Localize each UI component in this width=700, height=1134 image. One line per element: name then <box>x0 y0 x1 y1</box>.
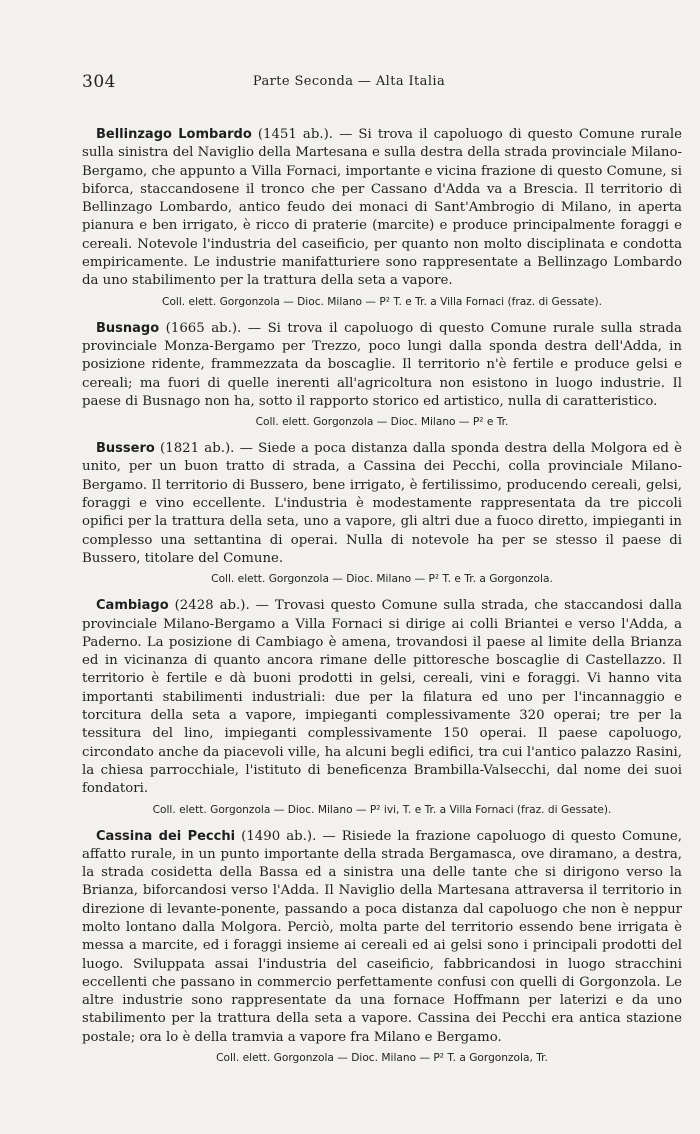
entry-busnago <box>82 320 682 429</box>
entry-name: Busnago <box>96 320 160 336</box>
entry-text: — Trovasi questo Comune sulla strada, che staccandosi dalla provinciale Milano-Bergamo a Villa Fornaci si dirige ai colli Briantei e verso l'Adda, a Paderno. La posizione di Cambiago è amena, trovandosi il paese al limite della Brianza ed in vicinanza di quanto ancora rimane delle pittoresche boscaglie di Castellazzo. Il territorio è fertile e dà buoni prodotti in gelsi, cereali, vini e foraggi. Vi hanno vita importanti stabilimenti industriali: due per la filatura ed uno per l'incannaggio e torcitura della seta a vapore, impieganti complessivamente 320 operai; tre per la tessitura del lino, impieganti complessivamente 150 operai. Il paese capoluogo, circondato anche da piacevoli ville, ha alcuni begli edifici, tra cui l'antico palazzo Rasini, la chiesa parrocchiale, l'istituto di beneficenza Brambilla-Valsecchi, dal nome dei suoi fondatori. <box>82 598 683 797</box>
entry-name: Cambiago <box>96 598 169 614</box>
entry-note: Coll. elett. Gorgonzola — Dioc. Milano — P² T. a Gorgonzola, Tr. <box>216 1052 548 1065</box>
entry-population: (1665 ab.). <box>165 320 242 336</box>
entry-paragraph <box>82 828 682 1048</box>
page-body <box>82 126 682 1076</box>
entry-bussero <box>82 440 682 586</box>
entry-note: Coll. elett. Gorgonzola — Dioc. Milano — P² T. e Tr. a Villa Fornaci (fraz. di Gessate). <box>162 295 602 308</box>
entry-name: Cassina dei Pecchi <box>96 828 236 844</box>
entry-population: (1490 ab.). <box>241 828 317 844</box>
entry-note: Coll. elett. Gorgonzola — Dioc. Milano — P² e Tr. <box>255 416 509 429</box>
entry-paragraph <box>82 320 682 411</box>
entry-text: — Risiede la frazione capoluogo di questo Comune, affatto rurale, in un punto importante della strada Bergamasca, ove diramano, a destra, la strada cosidetta della Bassa ed a sinistra una delle tante che si dirigono verso la Brianza, biforcandosi verso l'Adda. Il Naviglio della Martesana attraversa il territorio in direzione di levante-ponente, passando a poca distanza dal capoluogo che non è neppur molto lontano dalla Molgora. Perciò, molta parte del territorio essendo bene irrigata è messa a marcite, ed i foraggi insieme ai cereali ed ai gelsi sono i principali prodotti del luogo. Sviluppata assai l'industria del caseificio, fabbricandosi in luogo stracchini eccellenti che passano in commercio perfettamente confusi con quelli di Gorgonzola. Le altre industrie sono rappresentate da una fornace Hoffmann per laterizi e da uno stabilimento per la trattura della seta a vapore. Cassina dei Pecchi era antica stazione postale; ora lo è della tramvia a vapore fra Milano e Bergamo. <box>82 828 682 1045</box>
entry-paragraph <box>82 597 682 798</box>
running-title: Parte Seconda — Alta Italia <box>252 74 446 89</box>
entry-cambiago <box>82 597 682 816</box>
entry-paragraph <box>82 440 682 568</box>
entry-note: Coll. elett. Gorgonzola — Dioc. Milano — P² ivi, T. e Tr. a Villa Fornaci (fraz. di Gessate). <box>152 803 612 816</box>
entry-text: — Siede a poca distanza dalla sponda destra della Molgora ed è unito, per un buon tratto di strada, a Cassina dei Pecchi, colla provinciale Milano-Bergamo. Il territorio di Bussero, bene irrigato, è fertilissimo, producendo cereali, gelsi, foraggi e vino eccellente. L'industria è modestamente rappresentata da tre piccoli opifici per la trattura della seta, uno a vapore, gli altri due a fuoco diretto, impieganti in complesso una settantina di operai. Nulla di notevole ha per se stesso il paese di Bussero, titolare del Comune. <box>82 441 682 566</box>
entry-bellinzago-lombardo <box>82 126 682 309</box>
entry-population: (1451 ab.). <box>257 127 333 142</box>
page-header <box>82 72 616 94</box>
entry-paragraph <box>82 126 682 291</box>
entry-population: (2428 ab.). <box>174 598 250 614</box>
entry-name: Bellinzago Lombardo <box>96 127 252 142</box>
entry-name: Bussero <box>96 441 155 457</box>
page-number: 304 <box>82 72 116 92</box>
entry-text: — Si trova il capoluogo di questo Comune rurale sulla sinistra del Naviglio della Martesana e sulla destra della strada provinciale Milano-Bergamo, che appunto a Villa Fornaci, importante e vicina frazione di questo Comune, si biforca, staccandosene il tronco che per Cassano d'Adda va a Brescia. Il territorio di Bellinzago Lombardo, antico feudo dei monaci di Sant'Ambrogio di Milano, in aperta pianura e ben irrigato, è ricco di praterie (marcite) e produce principalmente foraggi e cereali. Notevole l'industria del caseificio, per quanto non molto disciplinata e condotta empiricamente. Le industrie manifatturiere sono rappresentate a Bellinzago Lombardo da uno stabilimento per la trattura della seta a vapore. <box>82 127 683 289</box>
entry-cassina-dei-pecchi <box>82 828 682 1066</box>
entry-population: (1821 ab.). <box>160 441 235 457</box>
entry-text: — Si trova il capoluogo di questo Comune rurale sulla strada provinciale Monza-Bergamo per Trezzo, poco lungi dalla sponda destra dell'Adda, in posizione ridente, frammezzata da boscaglie. Il territorio n'è fertile e produce gelsi e cereali; ma fuori di quelle inerenti all'agricoltura non esistono in luogo industrie. Il paese di Busnago non ha, sotto il rapporto storico ed artistico, nulla di caratteristico. <box>82 320 682 409</box>
entry-note: Coll. elett. Gorgonzola — Dioc. Milano — P² T. e Tr. a Gorgonzola. <box>211 573 553 586</box>
